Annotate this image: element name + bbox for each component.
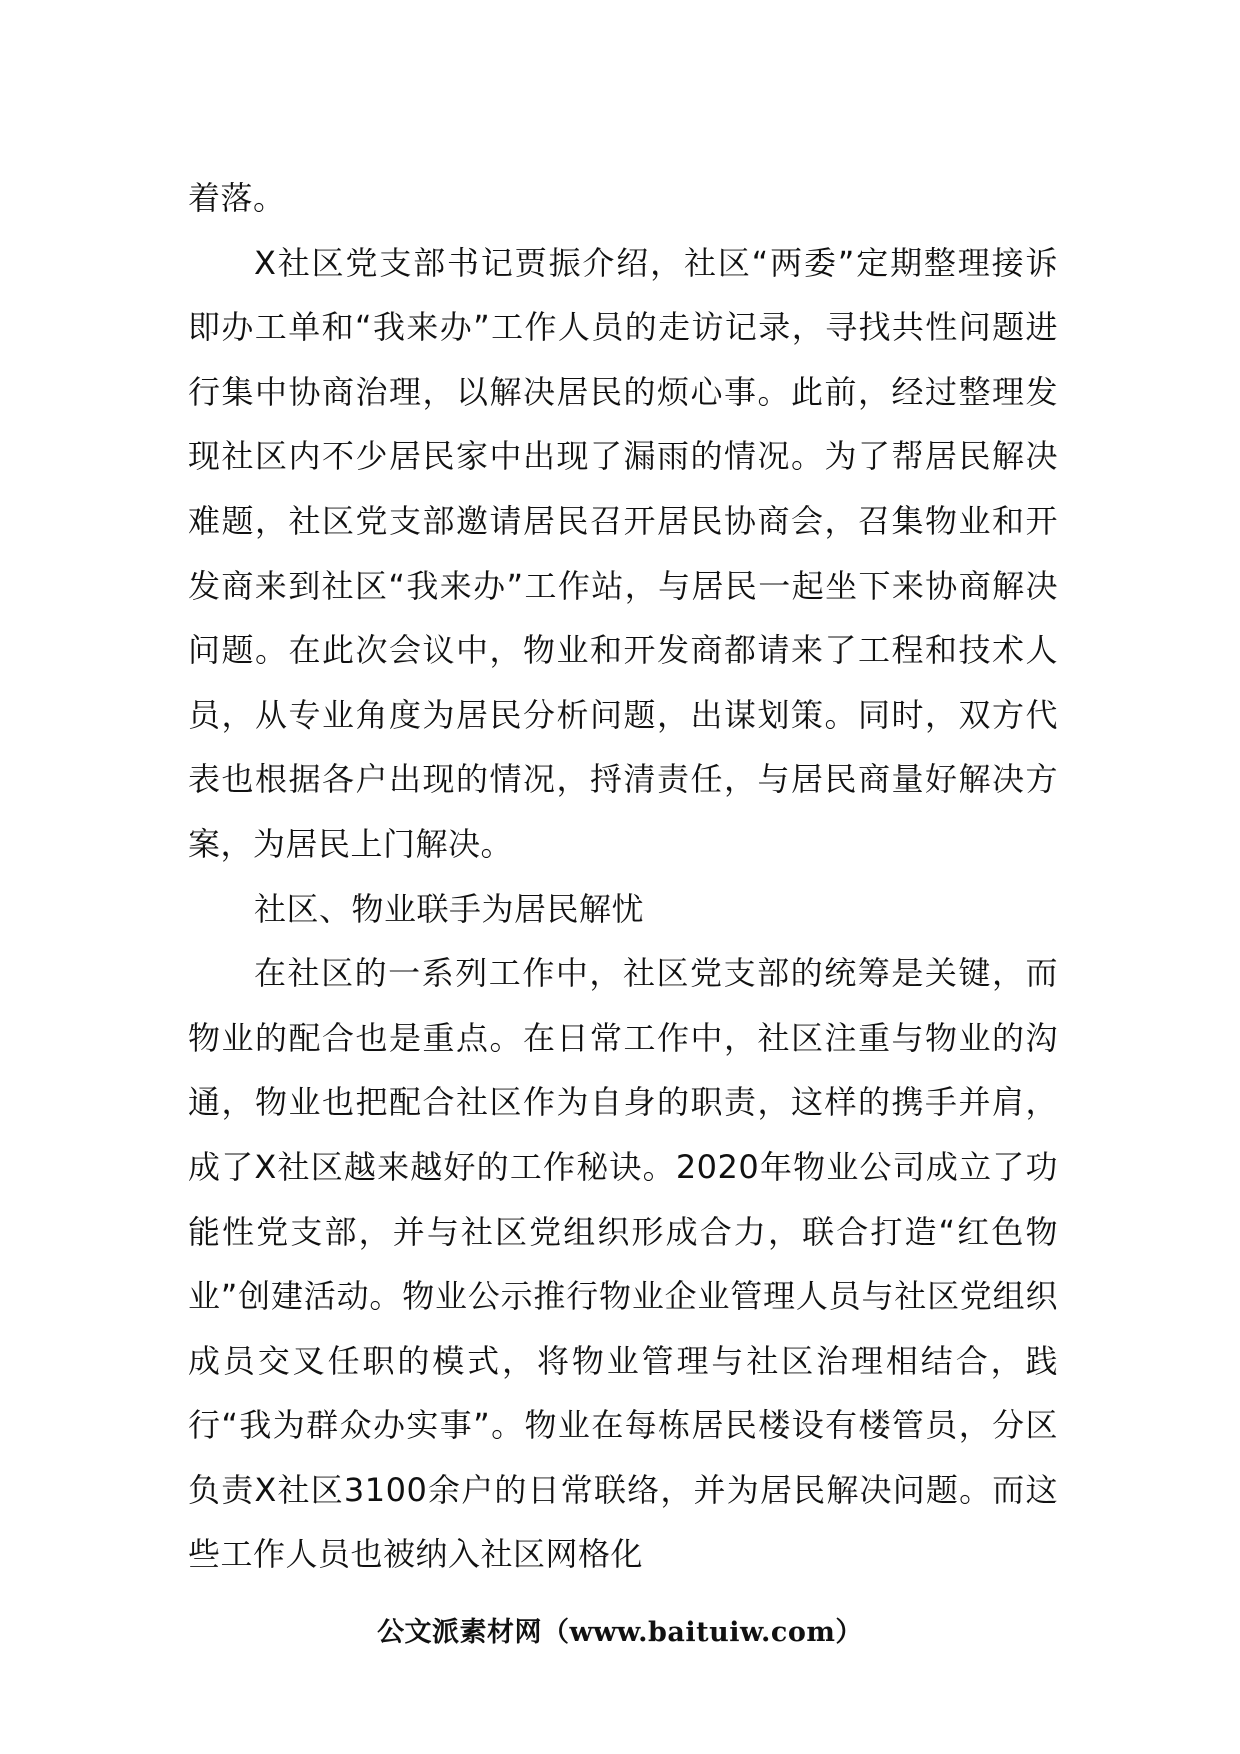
footer-watermark: 公文派素材网（www.baituiw.com） xyxy=(377,1617,863,1648)
document-body xyxy=(188,166,1058,1587)
paragraph-continuation: 着落。 xyxy=(188,179,286,217)
section-heading: 社区、物业联手为居民解忧 xyxy=(254,889,645,928)
paragraph-introduction: X社区党支部书记贾振介绍，社区“两委”定期整理接诉即办工单和“我来办”工作人员的走访记录，寻找共性问题进行集中协商治理，以解决居民的烦心事。此前，经过整理发现社区内不少居民家中出现了漏雨的情况。为了帮居民解决难题，社区党支部邀请居民召开居民协商会，召集物业和开发商来到社区“我来办”工作站，与居民一起坐下来协商解决问题。在此次会议中，物业和开发商都请来了工程和技术人员，从专业角度为居民分析问题，出谋划策。同时，双方代表也根据各户出现的情况，捋清责任，与居民商量好解决方案，为居民上门解决。 xyxy=(188,243,1058,863)
paragraph-property-cooperation: 在社区的一系列工作中，社区党支部的统筹是关键，而物业的配合也是重点。在日常工作中，社区注重与物业的沟通，物业也把配合社区作为自身的职责，这样的携手并肩，成了X社区越来越好的工作秘诀。2020年物业公司成立了功能性党支部，并与社区党组织形成合力，联合打造“红色物业”创建活动。物业公示推行物业企业管理人员与社区党组织成员交叉任职的模式，将物业管理与社区治理相结合，践行“我为群众办实事”。物业在每栋居民楼设有楼管员，分区负责X社区3100余户的日常联络，并为居民解决问题。而这些工作人员也被纳入社区网格化 xyxy=(188,954,1058,1574)
